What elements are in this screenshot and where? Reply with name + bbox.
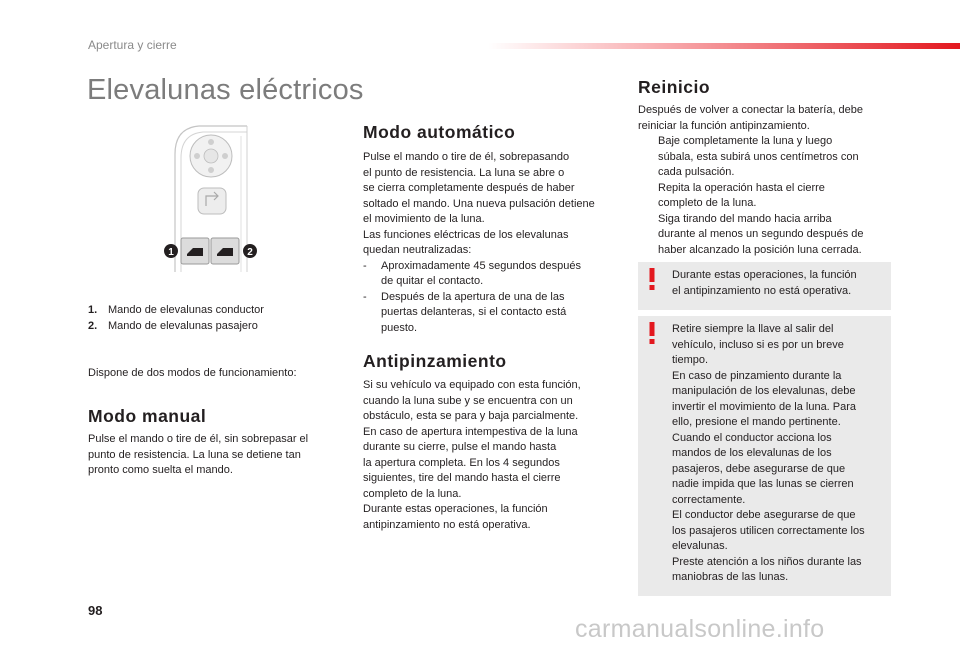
legend-number: 1.	[88, 304, 98, 316]
svg-text:1: 1	[168, 247, 174, 258]
text-line: Durante estas operaciones, la función	[363, 503, 548, 515]
dash-marker: -	[363, 290, 367, 303]
legend-text: Mando de elevalunas pasajero	[108, 320, 258, 332]
text-line: Después de la apertura de una de las	[381, 290, 565, 303]
text-line: obstáculo, esta se para y baja parcialmente.	[363, 410, 579, 422]
text-line: En caso de apertura intempestiva de la luna	[363, 425, 578, 438]
mirror-control-icon	[190, 135, 232, 177]
antipinch-text	[363, 378, 613, 533]
mirror-fold-button	[198, 188, 226, 214]
intro-paragraph: Dispone de dos modos de funcionamiento:	[88, 367, 297, 379]
text-line: punto de resistencia. La luna se detiene tan	[88, 448, 301, 461]
text-line: Durante estas operaciones, la función	[672, 269, 857, 281]
callout-1	[164, 244, 178, 258]
text-line: cuando la luna sube y se encuentra con un	[363, 394, 573, 407]
text-line: puertas delanteras, si el contacto está	[381, 306, 567, 318]
legend-number: 2.	[88, 320, 98, 332]
legend-text: Mando de elevalunas conductor	[108, 304, 264, 316]
section-header: Apertura y cierre	[88, 38, 177, 52]
auto-mode-text	[363, 150, 613, 336]
text-line: Aproximadamente 45 segundos después	[381, 259, 581, 272]
text-line: reiniciar la función antipinzamiento.	[638, 119, 810, 132]
text-line: Baje completamente la luna y luego	[658, 135, 833, 147]
text-line: pronto como suelta el mando.	[88, 464, 233, 476]
text-line: pasajeros, debe asegurarse de que	[672, 462, 846, 475]
text-line: durante su cierre, pulse el mando hasta	[363, 441, 557, 453]
text-line: Repita la operación hasta el cierre	[658, 181, 825, 194]
text-line: nadie impida que las lunas se cierren	[672, 478, 854, 490]
bullet-item	[638, 181, 893, 212]
bullet-item	[638, 134, 893, 181]
text-line: puesto.	[381, 321, 418, 334]
text-line: Preste atención a los niños durante las	[672, 555, 862, 568]
manual-mode-text	[88, 432, 338, 479]
text-line: Pulse el mando o tire de él, sobrepasando	[363, 151, 570, 163]
arrow-bullet-icon	[638, 181, 658, 212]
text-line: siguientes, tire del mando hasta el cierre	[363, 472, 561, 484]
text-line: En caso de pinzamiento durante la	[672, 369, 842, 382]
text-line: los pasajeros utilicen correctamente los	[672, 524, 865, 537]
text-line: maniobras de las lunas.	[672, 571, 789, 583]
text-line: haber alcanzado la posición luna cerrada.	[658, 243, 862, 256]
legend-item	[88, 302, 264, 318]
window-switch-passenger	[211, 238, 239, 264]
text-line: El conductor debe asegurarse de que	[672, 509, 856, 521]
text-line: completo de la luna.	[363, 487, 462, 500]
text-line: tiempo.	[672, 354, 709, 366]
text-line: Después de volver a conectar la batería, debe	[638, 104, 864, 116]
reset-heading: Reinicio	[638, 77, 711, 97]
window-switch-illustration	[163, 124, 263, 274]
text-line: Siga tirando del mando hacia arriba	[658, 212, 832, 225]
header-accent-bar	[488, 43, 960, 49]
text-line: cada pulsación.	[658, 166, 735, 178]
arrow-bullet-icon	[638, 134, 658, 181]
antipinch-heading: Antipinzamiento	[363, 351, 507, 371]
dash-marker: -	[363, 259, 367, 272]
warning-text	[672, 268, 883, 299]
text-line: manipulación de los elevalunas, debe	[672, 385, 856, 397]
warning-box	[638, 316, 891, 596]
manual-mode-heading: Modo manual	[88, 406, 207, 426]
text-line: el punto de resistencia. La luna se abre o	[363, 166, 565, 179]
text-line: el movimiento de la luna.	[363, 213, 485, 225]
reset-text	[638, 103, 893, 258]
legend-item	[88, 318, 264, 334]
callout-2	[243, 244, 257, 258]
text-line: Pulse el mando o tire de él, sin sobrepasar el	[88, 433, 309, 445]
text-line: soltado el mando. Una nueva pulsación detiene	[363, 197, 595, 210]
watermark: carmanualsonline.info	[575, 615, 825, 643]
text-line: completo de la luna.	[658, 197, 757, 209]
text-line: de quitar el contacto.	[381, 275, 484, 287]
page-number: 98	[88, 603, 103, 618]
text-line: vehículo, incluso si es por un breve	[672, 338, 844, 351]
text-line: Si su vehículo va equipado con esta función,	[363, 379, 581, 391]
window-switch-driver	[181, 238, 209, 264]
text-line: la apertura completa. En los 4 segundos	[363, 456, 560, 469]
text-line: súbala, esta subirá unos centímetros con	[658, 150, 859, 163]
text-line: el antipinzamiento no está operativa.	[672, 284, 852, 297]
text-line: Cuando el conductor acciona los	[672, 431, 832, 444]
figure-legend	[88, 302, 264, 334]
text-line: se cierra completamente después de haber	[363, 182, 575, 194]
bullet-item	[638, 212, 893, 259]
text-line: Las funciones eléctricas de los elevalunas	[363, 228, 569, 241]
text-line: quedan neutralizadas:	[363, 244, 472, 256]
dash-item	[363, 259, 613, 290]
text-line: elevalunas.	[672, 540, 728, 552]
text-line: durante al menos un segundo después de	[658, 228, 864, 240]
page-title: Elevalunas eléctricos	[87, 74, 364, 106]
dash-item	[363, 290, 613, 337]
text-line: invertir el movimiento de la luna. Para	[672, 400, 857, 413]
text-line: Retire siempre la llave al salir del	[672, 323, 834, 335]
exclamation-warning-icon	[648, 322, 656, 344]
svg-text:2: 2	[247, 247, 253, 258]
text-line: ello, presione el mando pertinente.	[672, 416, 841, 428]
text-line: correctamente.	[672, 493, 746, 506]
text-line: mandos de los elevalunas de los	[672, 447, 832, 459]
text-line: antipinzamiento no está operativa.	[363, 518, 531, 531]
auto-mode-heading: Modo automático	[363, 122, 516, 142]
arrow-bullet-icon	[638, 212, 658, 259]
warning-text	[672, 322, 883, 586]
exclamation-warning-icon	[648, 268, 656, 290]
warning-box	[638, 262, 891, 310]
